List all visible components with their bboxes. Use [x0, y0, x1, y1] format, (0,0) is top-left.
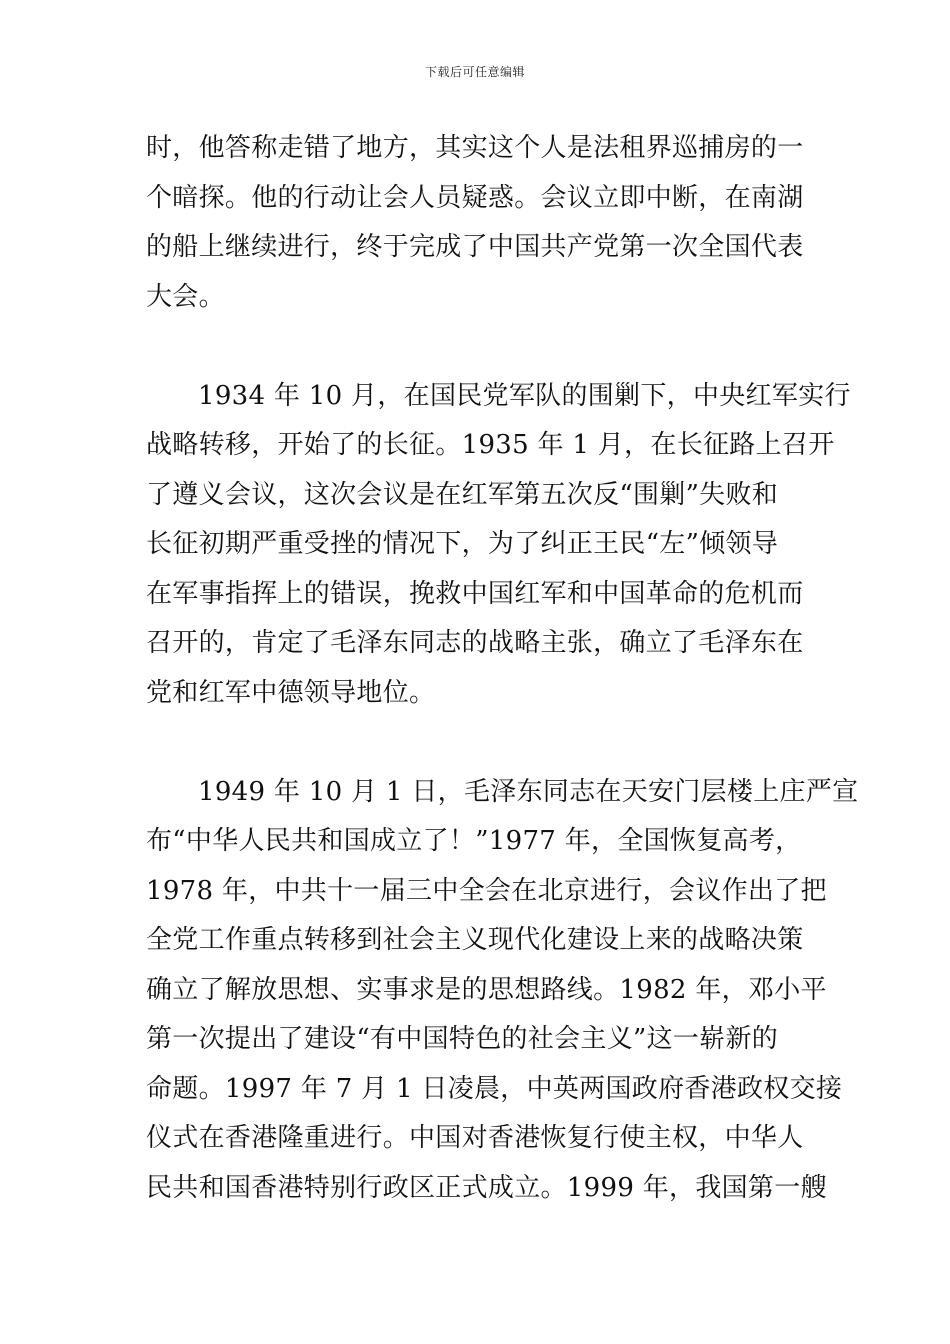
text-line: 民共和国香港特别行政区正式成立。1999 年，我国第一艘	[146, 1172, 827, 1203]
text-line: 1978 年，中共十一届三中全会在北京进行，会议作出了把	[146, 875, 827, 906]
text-line: 仪式在香港隆重进行。中国对香港恢复行使主权，中华人	[146, 1123, 804, 1153]
text-line: 战略转移，开始了的长征。1935 年 1 月，在长征路上召开	[146, 430, 835, 460]
text-line: 布“中华人民共和国成立了！”1977 年，全国恢复高考，	[146, 826, 802, 856]
text-line: 1949 年 10 月 1 日，毛泽东同志在天安门层楼上庄严宣	[198, 776, 859, 807]
text-line: 党和红军中德领导地位。	[146, 677, 436, 708]
text-line: 1934 年 10 月，在国民党军队的围剿下，中央红军实行	[198, 380, 851, 411]
text-line: 在军事指挥上的错误，挽救中国红军和中国革命的危机而	[146, 578, 804, 609]
text-line: 召开的，肯定了毛泽东同志的战略主张，确立了毛泽东在	[146, 628, 804, 658]
paragraph-spacer	[146, 322, 836, 372]
document-body	[146, 124, 859, 1213]
text-line: 时，他答称走错了地方，其实这个人是法租界巡捕房的一	[146, 133, 804, 163]
text-line: 第一次提出了建设“有中国特色的社会主义”这一崭新的	[146, 1024, 779, 1054]
text-line: 个暗探。他的行动让会人员疑惑。会议立即中断，在南湖	[146, 182, 804, 213]
text-line: 全党工作重点转移到社会主义现代化建设上来的战略决策	[146, 925, 804, 955]
paragraph-spacer	[146, 718, 836, 768]
paragraph-1	[146, 124, 836, 322]
text-line: 的船上继续进行，终于完成了中国共产党第一次全国代表	[146, 232, 804, 262]
text-line: 命题。1997 年 7 月 1 日凌晨，中英两国政府香港政权交接	[146, 1073, 843, 1104]
text-line: 了遵义会议，这次会议是在红军第五次反“围剿”失败和	[146, 479, 779, 510]
paragraph-3	[146, 768, 859, 1214]
text-line: 确立了解放思想、实事求是的思想路线。1982 年，邓小平	[146, 974, 827, 1005]
page-header: 下载后可任意编辑	[424, 65, 525, 79]
text-line: 大会。	[146, 281, 225, 312]
paragraph-2	[146, 372, 851, 719]
text-line: 长征初期严重受挫的情况下，为了纠正王民“左”倾领导	[146, 529, 779, 559]
